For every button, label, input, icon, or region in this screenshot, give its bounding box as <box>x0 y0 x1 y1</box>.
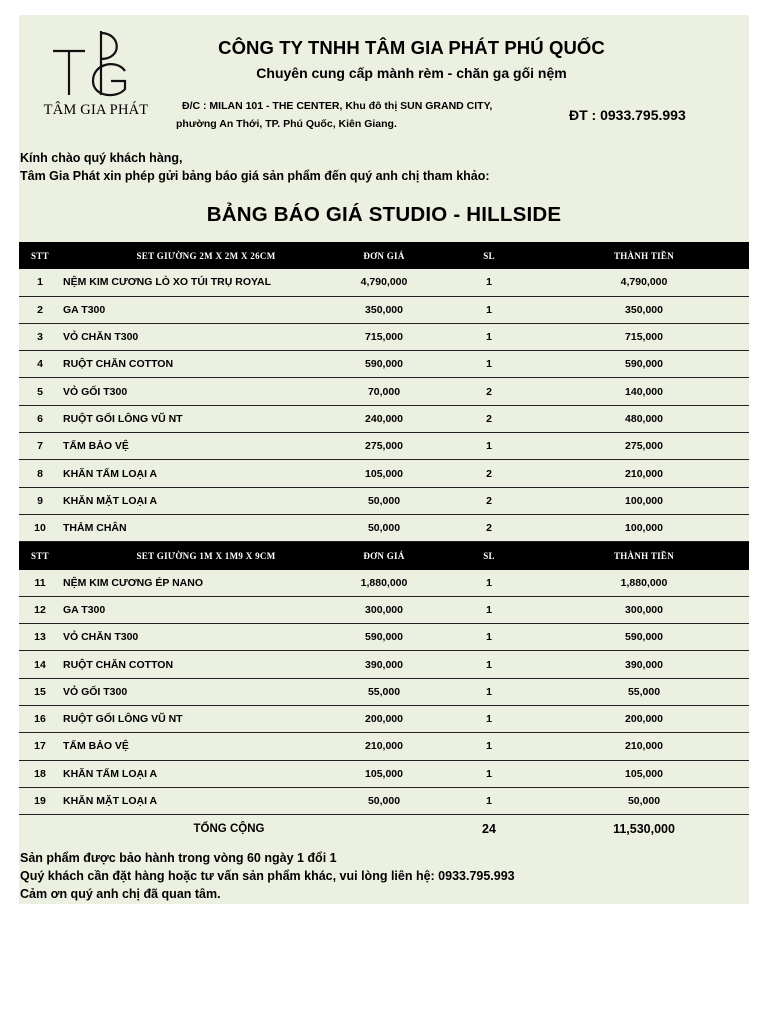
cell-name: RUỘT GỐI LÔNG VŨ NT <box>63 713 183 726</box>
cell-price: 240,000 <box>365 412 403 425</box>
thanks-note: Cảm ơn quý anh chị đã quan tâm. <box>20 887 221 901</box>
cell-qty: 2 <box>486 494 492 507</box>
cell-stt: 6 <box>37 412 43 425</box>
header-price: ĐƠN GIÁ <box>363 550 405 561</box>
cell-price: 275,000 <box>365 440 403 453</box>
cell-name: RUỘT CHĂN COTTON <box>63 358 174 371</box>
table-row <box>19 460 749 487</box>
cell-stt: 19 <box>34 795 46 808</box>
table-header-row <box>19 242 749 269</box>
cell-stt: 15 <box>34 685 46 698</box>
company-tagline: Chuyên cung cấp mành rèm - chăn ga gối nệm <box>256 65 567 81</box>
cell-price: 55,000 <box>367 685 401 698</box>
table-row <box>19 706 749 733</box>
cell-total: 590,000 <box>625 631 663 644</box>
cell-total: 105,000 <box>625 767 663 780</box>
cell-stt: 3 <box>37 331 43 344</box>
table-row <box>19 515 749 542</box>
cell-name: NỆM KIM CƯƠNG ÉP NANO <box>63 576 203 589</box>
tgp-monogram-icon <box>51 29 141 101</box>
table-row <box>19 297 749 324</box>
cell-price: 4,790,000 <box>360 276 408 289</box>
cell-stt: 17 <box>34 740 46 753</box>
table-row <box>19 488 749 515</box>
company-header <box>19 15 749 150</box>
total-label: TỔNG CỘNG <box>193 822 265 835</box>
cell-qty: 1 <box>486 576 492 589</box>
cell-stt: 7 <box>37 440 43 453</box>
cell-price: 50,000 <box>367 494 401 507</box>
cell-total: 390,000 <box>625 658 663 671</box>
greeting-line-2: Tâm Gia Phát xin phép gửi bảng báo giá sản phẩm đến quý anh chị tham khảo: <box>20 169 490 183</box>
cell-stt: 4 <box>37 358 43 371</box>
cell-name: TẤM BẢO VỆ <box>63 440 129 453</box>
cell-qty: 1 <box>486 303 492 316</box>
cell-qty: 2 <box>486 412 492 425</box>
cell-name: KHĂN MẶT LOẠI A <box>63 494 158 507</box>
cell-stt: 5 <box>37 385 43 398</box>
header-price: ĐƠN GIÁ <box>363 250 405 261</box>
cell-name: THẢM CHÂN <box>63 522 127 535</box>
cell-total: 275,000 <box>625 440 663 453</box>
company-logo <box>31 29 161 124</box>
cell-stt: 8 <box>37 467 43 480</box>
cell-total: 140,000 <box>625 385 663 398</box>
cell-total: 350,000 <box>625 303 663 316</box>
cell-price: 105,000 <box>365 467 403 480</box>
table-row <box>19 761 749 788</box>
cell-stt: 14 <box>34 658 46 671</box>
cell-price: 70,000 <box>367 385 401 398</box>
table-row <box>19 570 749 597</box>
cell-qty: 1 <box>486 713 492 726</box>
company-phone: ĐT : 0933.795.993 <box>569 107 686 123</box>
header-stt: STT <box>31 550 49 561</box>
price-table <box>19 242 749 843</box>
cell-stt: 18 <box>34 767 46 780</box>
cell-total: 100,000 <box>625 494 663 507</box>
table-header-row <box>19 542 749 569</box>
address-line-1: Đ/C : MILAN 101 - THE CENTER, Khu đô thị SUN GRAND CITY, <box>182 100 493 112</box>
cell-qty: 1 <box>486 631 492 644</box>
header-total: THÀNH TIỀN <box>613 250 675 261</box>
header-set-name: SET GIƯỜNG 2M X 2M X 26CM <box>136 250 276 261</box>
cell-total: 50,000 <box>627 795 661 808</box>
cell-qty: 1 <box>486 685 492 698</box>
cell-stt: 10 <box>34 522 46 535</box>
cell-price: 715,000 <box>365 331 403 344</box>
quotation-sheet <box>19 15 749 904</box>
header-qty: SL <box>483 550 495 561</box>
table-row <box>19 624 749 651</box>
cell-qty: 1 <box>486 740 492 753</box>
table-row <box>19 269 749 296</box>
contact-note: Quý khách cần đặt hàng hoặc tư vấn sản phẩm khác, vui lòng liên hệ: 0933.795.993 <box>20 869 515 883</box>
cell-name: VỎ CHĂN T300 <box>63 631 139 644</box>
total-amount: 11,530,000 <box>613 821 675 836</box>
cell-name: GA T300 <box>63 303 106 316</box>
cell-price: 1,880,000 <box>360 576 408 589</box>
cell-qty: 1 <box>486 604 492 616</box>
cell-name: VỎ GỐI T300 <box>63 685 128 698</box>
cell-stt: 13 <box>34 631 46 644</box>
cell-qty: 1 <box>486 276 492 289</box>
cell-price: 50,000 <box>367 795 401 808</box>
cell-total: 210,000 <box>625 740 663 753</box>
cell-name: VỎ CHĂN T300 <box>63 331 139 344</box>
cell-price: 350,000 <box>365 303 403 316</box>
company-name: CÔNG TY TNHH TÂM GIA PHÁT PHÚ QUỐC <box>218 37 605 58</box>
cell-total: 1,880,000 <box>620 576 668 589</box>
cell-qty: 1 <box>486 795 492 808</box>
cell-name: KHĂN TẤM LOẠI A <box>63 767 158 780</box>
cell-price: 590,000 <box>365 358 403 371</box>
cell-stt: 16 <box>34 713 46 726</box>
cell-name: TẤM BẢO VỆ <box>63 740 129 753</box>
cell-qty: 2 <box>486 467 492 480</box>
table-row <box>19 324 749 351</box>
header-set-name: SET GIƯỜNG 1M X 1M9 X 9CM <box>136 550 276 561</box>
warranty-note: Sản phẩm được bảo hành trong vòng 60 ngày 1 đổi 1 <box>20 851 337 865</box>
cell-total: 480,000 <box>625 412 663 425</box>
table-row <box>19 733 749 760</box>
cell-total: 210,000 <box>625 467 663 480</box>
cell-price: 390,000 <box>365 658 403 671</box>
header-stt: STT <box>31 250 49 261</box>
total-qty: 24 <box>482 821 496 836</box>
cell-name: RUỘT GỐI LÔNG VŨ NT <box>63 412 183 425</box>
cell-price: 300,000 <box>365 604 403 616</box>
table-row <box>19 433 749 460</box>
table-row <box>19 679 749 706</box>
greeting-line-1: Kính chào quý khách hàng, <box>20 151 183 165</box>
cell-stt: 1 <box>37 276 43 289</box>
table-row <box>19 378 749 405</box>
cell-stt: 11 <box>34 576 46 589</box>
cell-name: GA T300 <box>63 604 106 616</box>
cell-price: 105,000 <box>365 767 403 780</box>
cell-qty: 2 <box>486 385 492 398</box>
cell-name: NỆM KIM CƯƠNG LÒ XO TÚI TRỤ ROYAL <box>63 276 272 289</box>
cell-qty: 1 <box>486 358 492 371</box>
cell-stt: 2 <box>37 303 43 316</box>
header-qty: SL <box>483 250 495 261</box>
cell-name: KHĂN MẶT LOẠI A <box>63 795 158 808</box>
cell-price: 210,000 <box>365 740 403 753</box>
total-row <box>19 815 749 842</box>
cell-price: 590,000 <box>365 631 403 644</box>
cell-name: VỎ GỐI T300 <box>63 385 128 398</box>
cell-total: 300,000 <box>625 604 663 616</box>
cell-total: 4,790,000 <box>620 276 668 289</box>
cell-total: 55,000 <box>627 685 661 698</box>
cell-total: 590,000 <box>625 358 663 371</box>
header-total: THÀNH TIỀN <box>613 550 675 561</box>
table-row <box>19 597 749 624</box>
cell-price: 50,000 <box>367 522 401 535</box>
table-row <box>19 351 749 378</box>
cell-name: RUỘT CHĂN COTTON <box>63 658 174 671</box>
cell-name: KHĂN TẤM LOẠI A <box>63 467 158 480</box>
cell-total: 715,000 <box>625 331 663 344</box>
table-row <box>19 651 749 678</box>
table-row <box>19 788 749 815</box>
logo-wordmark: TÂM GIA PHÁT <box>43 102 149 118</box>
cell-price: 200,000 <box>365 713 403 726</box>
cell-qty: 1 <box>486 658 492 671</box>
cell-qty: 1 <box>486 331 492 344</box>
address-line-2: phường An Thới, TP. Phú Quốc, Kiên Giang. <box>176 118 397 130</box>
cell-stt: 12 <box>34 604 46 616</box>
cell-stt: 9 <box>37 494 43 507</box>
cell-total: 100,000 <box>625 522 663 535</box>
table-row <box>19 406 749 433</box>
cell-qty: 1 <box>486 767 492 780</box>
cell-qty: 1 <box>486 440 492 453</box>
quotation-title: BẢNG BÁO GIÁ STUDIO - HILLSIDE <box>206 203 562 226</box>
cell-total: 200,000 <box>625 713 663 726</box>
cell-qty: 2 <box>486 522 492 535</box>
